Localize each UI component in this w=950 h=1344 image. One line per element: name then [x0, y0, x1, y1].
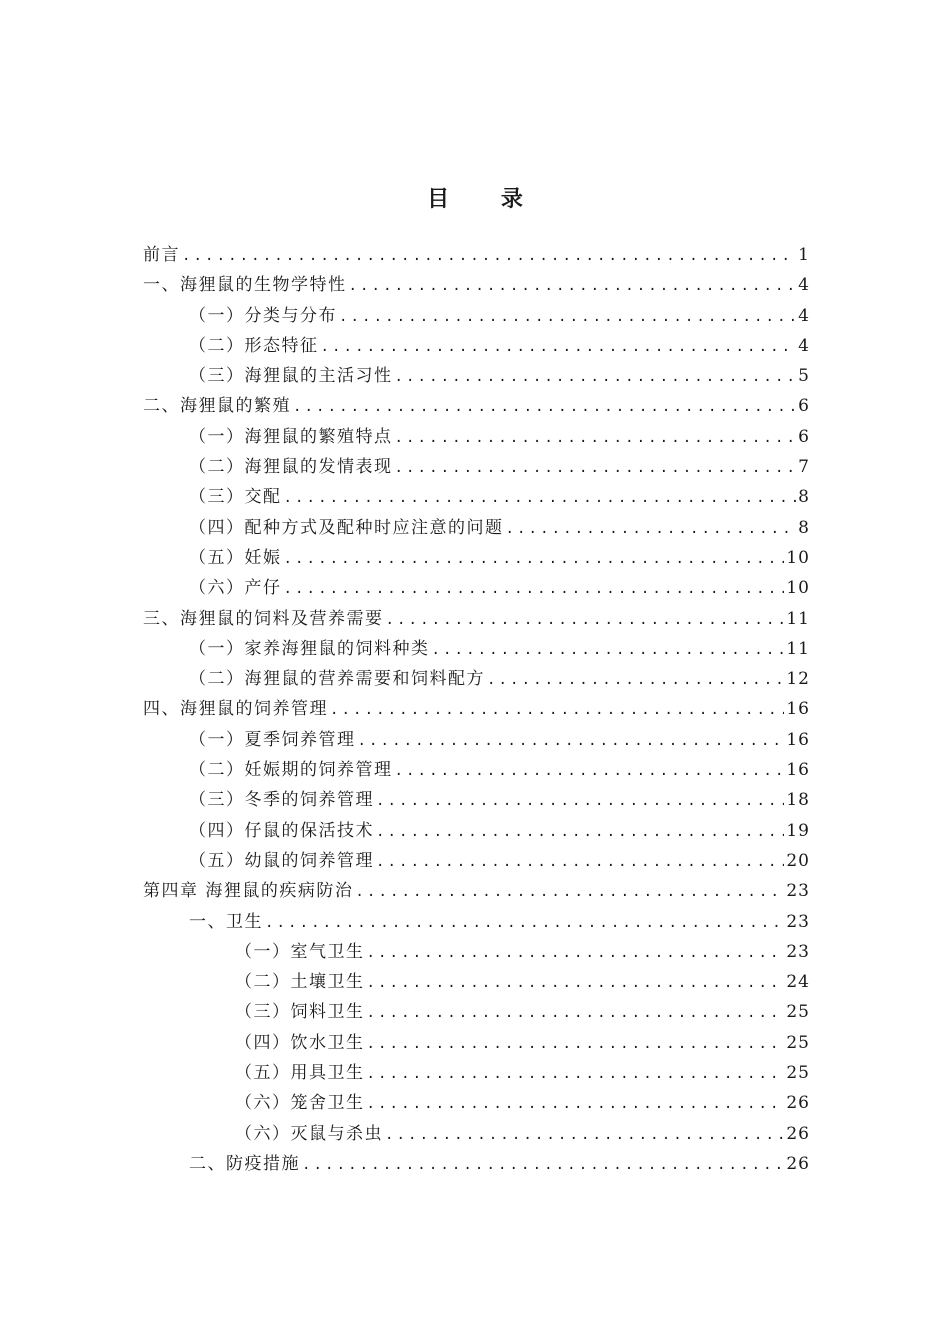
toc-entry: [143, 967, 810, 997]
toc-entry: [143, 604, 810, 634]
dot-leader: [367, 938, 785, 968]
toc-entry: [143, 634, 810, 664]
toc-entry-title: （二）形态特征: [189, 335, 319, 356]
toc-page-number: 24: [786, 972, 810, 993]
toc-entry-title: （四）仔鼠的保活技术: [189, 820, 374, 841]
toc-entry: [143, 937, 810, 967]
toc-entry-title: （五）妊娠: [189, 547, 282, 568]
toc-page-number: 26: [786, 1093, 810, 1114]
toc-entry-title: 前言: [143, 245, 180, 265]
toc-entry-title: 四、海狸鼠的饲养管理: [143, 699, 328, 720]
toc-entry-title: （三）交配: [189, 487, 282, 508]
dot-leader: [367, 1059, 785, 1089]
toc-page-number: 23: [786, 881, 810, 902]
toc-entry-title: 一、海狸鼠的生物学特性: [143, 275, 347, 296]
dot-leader: [367, 998, 785, 1028]
dot-leader: [385, 1120, 784, 1150]
toc-page-number: 25: [786, 1032, 810, 1053]
toc-entry: [143, 1119, 810, 1149]
toc-entry: [143, 391, 810, 421]
dot-leader: [432, 635, 785, 665]
toc-page-number: 7: [798, 457, 810, 478]
dot-leader: [367, 968, 785, 998]
toc-entry: [143, 876, 810, 906]
dot-leader: [265, 908, 784, 938]
toc-page-number: 4: [798, 335, 810, 356]
toc-entry: [143, 301, 810, 331]
dot-leader: [293, 392, 796, 422]
toc-page-number: 11: [786, 638, 810, 659]
dot-leader: [376, 817, 784, 847]
toc-entry-title: （六）产仔: [189, 578, 282, 599]
toc-entry-title: （二）土壤卫生: [235, 972, 365, 993]
toc-entry: [143, 755, 810, 785]
toc-entry: [143, 1088, 810, 1118]
toc-entry: [143, 997, 810, 1027]
toc-entry-title: （三）冬季的饲养管理: [189, 790, 374, 811]
toc-entry: [143, 1028, 810, 1058]
toc-page-number: 1: [798, 245, 810, 265]
toc-entry: [143, 270, 810, 300]
toc-page-number: 16: [786, 729, 810, 750]
toc-entry: [143, 482, 810, 512]
toc-entry-title: 一、卫生: [189, 911, 263, 932]
toc-entry-title: 二、海狸鼠的繁殖: [143, 396, 291, 417]
toc-page-number: 23: [786, 911, 810, 932]
toc-entry: [143, 240, 810, 270]
dot-leader: [302, 1150, 784, 1180]
dot-leader: [395, 362, 797, 392]
dot-leader: [395, 423, 797, 453]
toc-entry-title: 三、海狸鼠的饲料及营养需要: [143, 608, 384, 629]
dot-leader: [284, 483, 797, 513]
toc-page-number: 26: [786, 1123, 810, 1144]
page-title: 目 录: [427, 186, 545, 212]
toc-entry-title: （一）夏季饲养管理: [189, 729, 356, 750]
toc-page-number: 18: [786, 790, 810, 811]
toc-entry: [143, 422, 810, 452]
toc-entry-title: 二、防疫措施: [189, 1153, 300, 1174]
dot-leader: [182, 241, 796, 271]
dot-leader: [284, 544, 785, 574]
toc-page-number: 12: [786, 669, 810, 690]
toc-entry: [143, 907, 810, 937]
toc-page-number: 10: [786, 547, 810, 568]
toc-page-number: 8: [798, 517, 810, 538]
toc-entry-title: （二）海狸鼠的营养需要和饲料配方: [189, 669, 485, 690]
toc-page-number: 4: [798, 305, 810, 326]
toc-page-number: 10: [786, 578, 810, 599]
toc-page-number: 19: [786, 820, 810, 841]
dot-leader: [395, 453, 797, 483]
toc-entry-title: （六）笼舍卫生: [235, 1093, 365, 1114]
toc-page-number: 6: [798, 396, 810, 417]
dot-leader: [395, 756, 785, 786]
toc-page-number: 23: [786, 941, 810, 962]
toc-page-number: 11: [786, 608, 810, 629]
toc-page-number: 26: [786, 1153, 810, 1174]
toc-entry: [143, 331, 810, 361]
toc-page-number: 16: [786, 699, 810, 720]
dot-leader: [355, 877, 784, 907]
dot-leader: [284, 574, 785, 604]
toc-entry: [143, 846, 810, 876]
toc-entry: [143, 1058, 810, 1088]
dot-leader: [349, 271, 797, 301]
dot-leader: [487, 665, 784, 695]
toc-entry: [143, 573, 810, 603]
toc-entry: [143, 816, 810, 846]
toc-page-number: 5: [798, 366, 810, 387]
toc-entry-title: （四）配种方式及配种时应注意的问题: [189, 517, 504, 538]
dot-leader: [367, 1029, 785, 1059]
toc-page-number: 25: [786, 1063, 810, 1084]
toc-entry: [143, 513, 810, 543]
toc-page-number: 16: [786, 760, 810, 781]
toc-page-number: 25: [786, 1002, 810, 1023]
toc-entry-title: 第四章 海狸鼠的疾病防治: [143, 881, 354, 902]
toc-entry-title: （六）灭鼠与杀虫: [235, 1123, 383, 1144]
toc-entry: [143, 785, 810, 815]
toc-entry: [143, 543, 810, 573]
toc-page-number: 8: [798, 487, 810, 508]
toc-entry-title: （三）饲料卫生: [235, 1002, 365, 1023]
dot-leader: [339, 302, 796, 332]
toc-entry: [143, 361, 810, 391]
dot-leader: [367, 1089, 785, 1119]
toc-entry-title: （一）分类与分布: [189, 305, 337, 326]
dot-leader: [506, 514, 797, 544]
dot-leader: [386, 605, 785, 635]
table-of-contents: [143, 240, 810, 1179]
toc-entry-title: （三）海狸鼠的主活习性: [189, 366, 393, 387]
toc-entry-title: （五）用具卫生: [235, 1063, 365, 1084]
toc-page-number: 4: [798, 275, 810, 296]
toc-entry-title: （一）家养海狸鼠的饲料种类: [189, 638, 430, 659]
dot-leader: [376, 847, 784, 877]
dot-leader: [330, 695, 784, 725]
toc-entry-title: （二）海狸鼠的发情表现: [189, 457, 393, 478]
toc-entry-title: （一）海狸鼠的繁殖特点: [189, 426, 393, 447]
toc-entry-title: （一）室气卫生: [235, 941, 365, 962]
toc-page-number: 6: [798, 426, 810, 447]
toc-entry: [143, 725, 810, 755]
toc-entry: [143, 694, 810, 724]
toc-entry: [143, 664, 810, 694]
dot-leader: [358, 726, 785, 756]
toc-entry-title: （四）饮水卫生: [235, 1032, 365, 1053]
toc-entry-title: （五）幼鼠的饲养管理: [189, 850, 374, 871]
dot-leader: [321, 332, 797, 362]
dot-leader: [376, 786, 784, 816]
toc-page-number: 20: [786, 850, 810, 871]
toc-entry-title: （二）妊娠期的饲养管理: [189, 760, 393, 781]
toc-entry: [143, 1149, 810, 1179]
toc-entry: [143, 452, 810, 482]
